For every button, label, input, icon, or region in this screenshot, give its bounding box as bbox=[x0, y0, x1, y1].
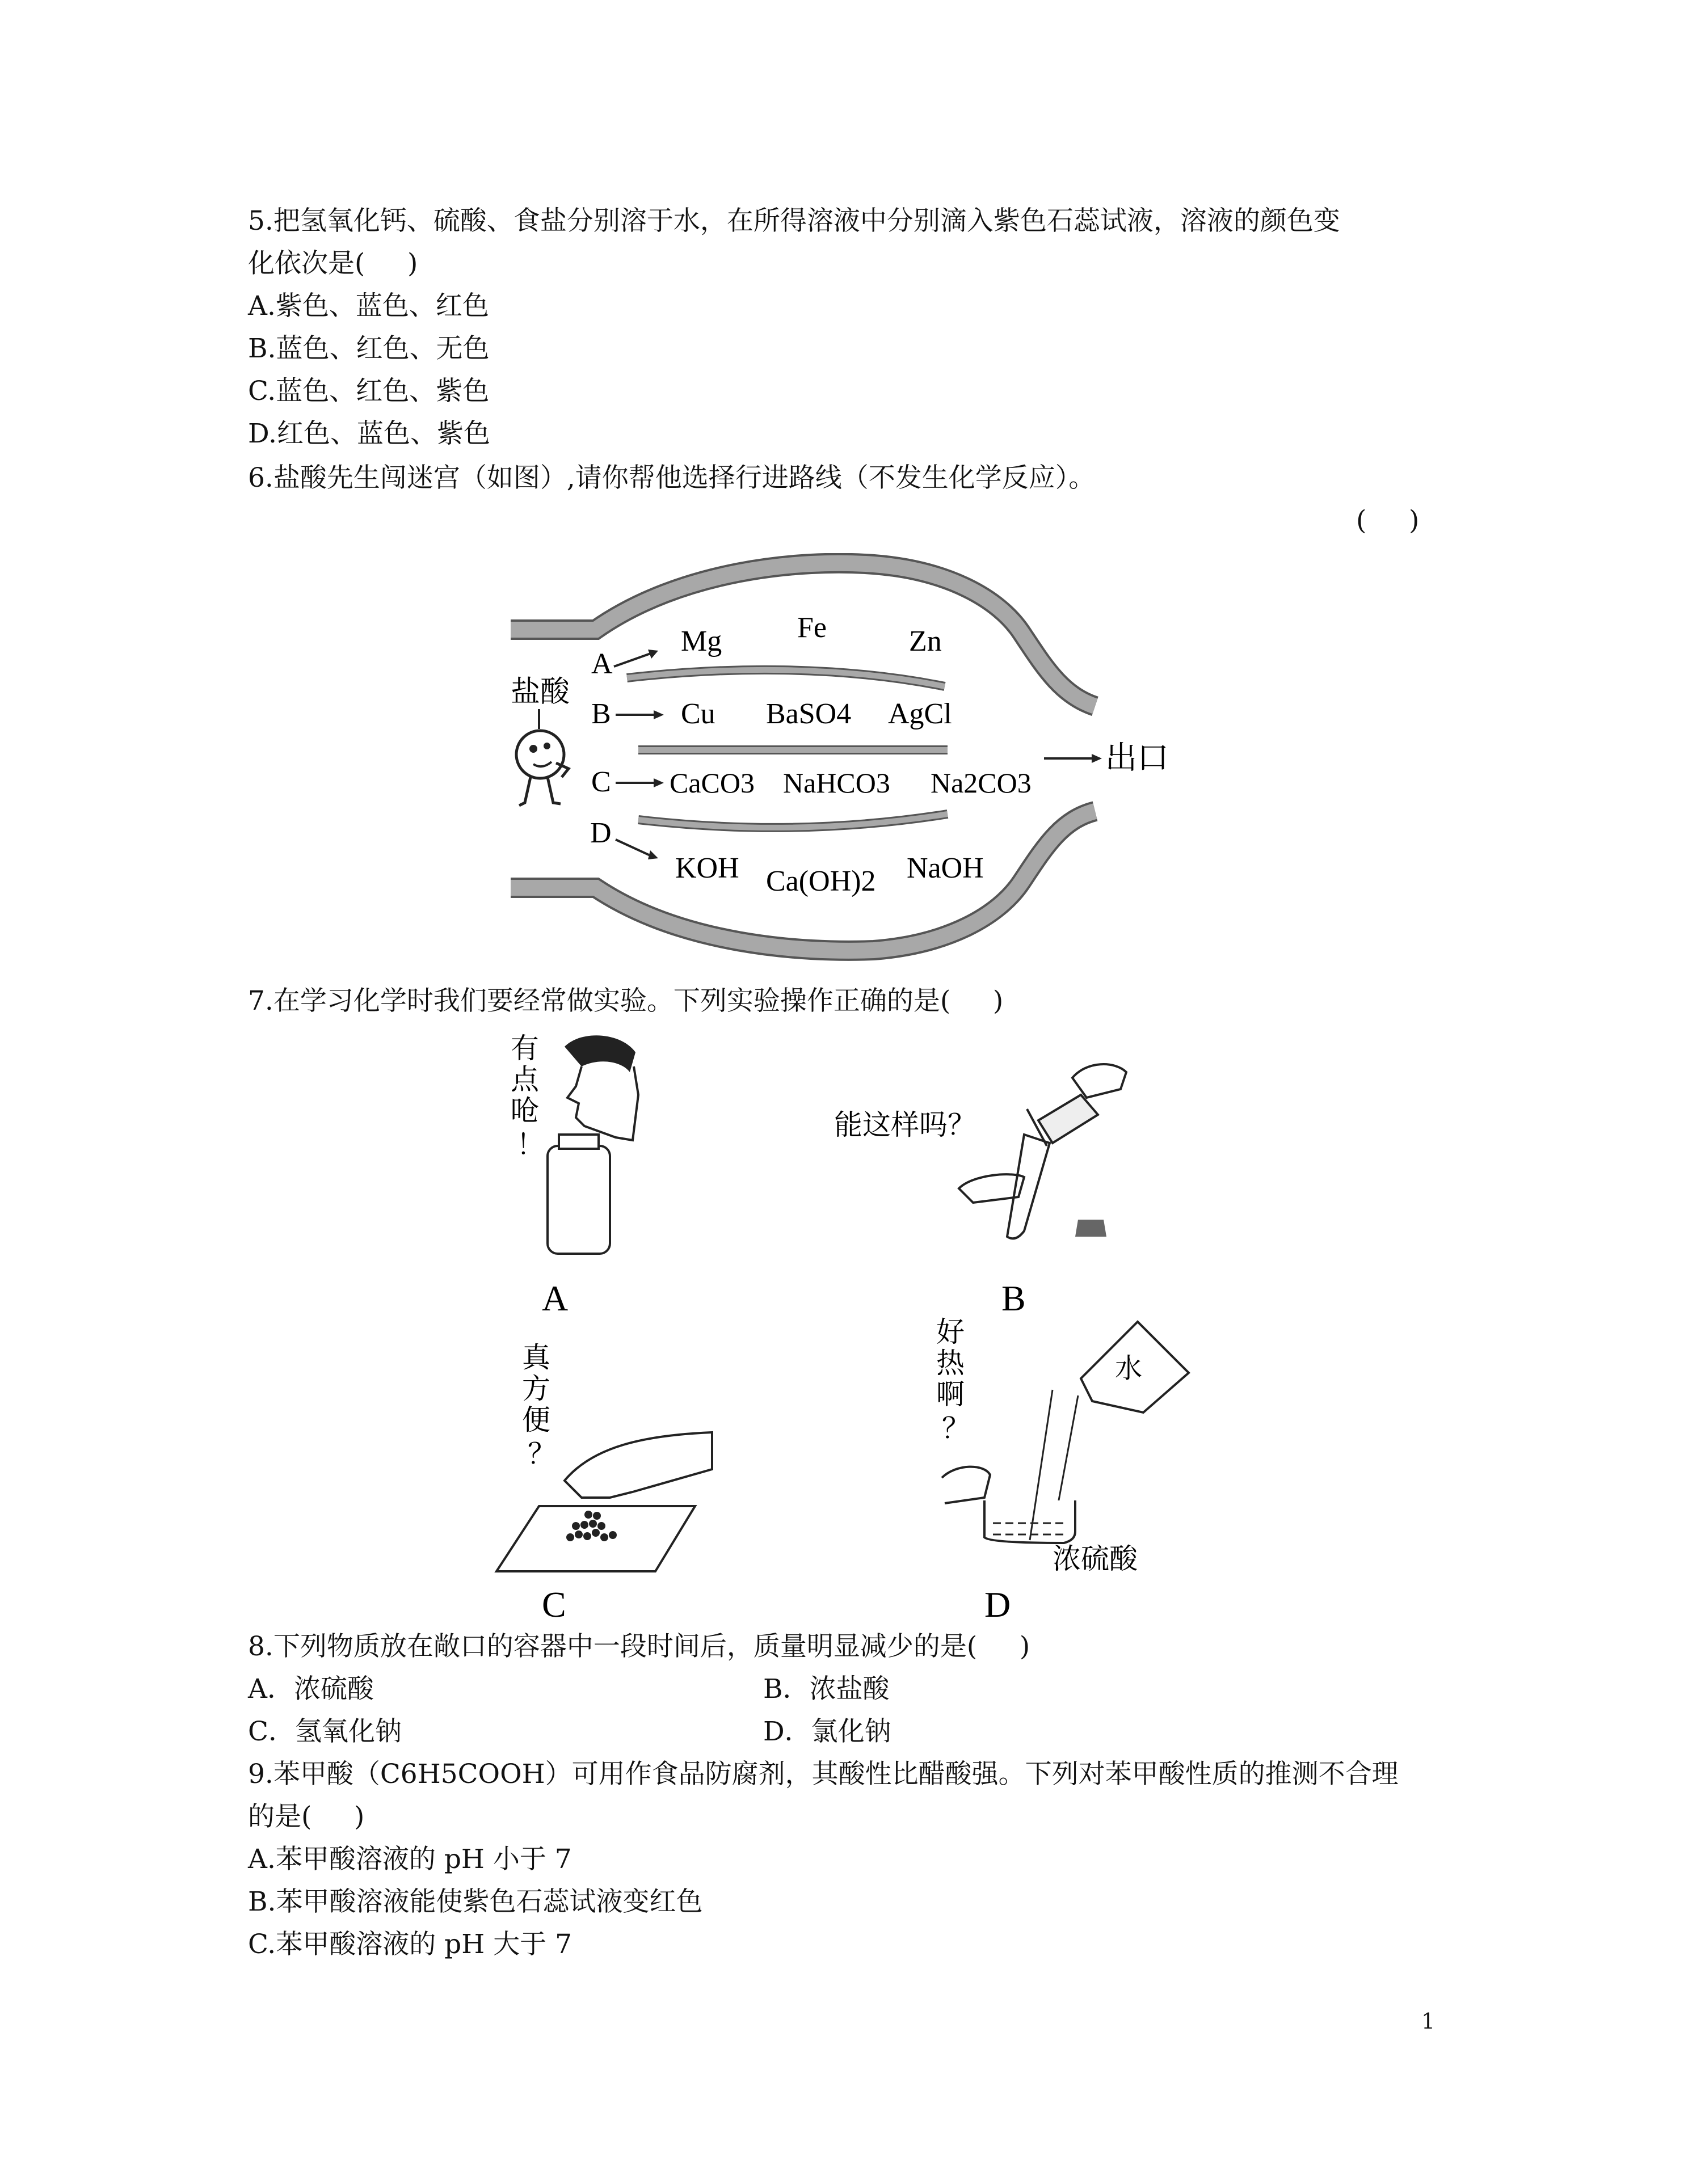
head-hair-icon bbox=[565, 1035, 635, 1072]
panel-c-caption-4: ？ bbox=[528, 1437, 556, 1470]
q9-option-c: C.苯甲酸溶液的 pH 大于 7 bbox=[248, 1929, 573, 1960]
q5-option-d: D.红色、蓝色、紫色 bbox=[248, 418, 490, 449]
route-a-item-2: Fe bbox=[797, 612, 827, 644]
panel-d-letter: D bbox=[984, 1584, 1011, 1622]
head-face-icon bbox=[567, 1066, 638, 1140]
route-c-item-1: CaCO3 bbox=[670, 767, 755, 799]
q8-option-c: C．氢氧化钠 bbox=[248, 1716, 402, 1747]
route-a-item-1: Mg bbox=[681, 625, 722, 657]
panel-a-caption-3: 呛 bbox=[511, 1094, 539, 1127]
route-b-item-1: Cu bbox=[681, 698, 715, 730]
exit-label: 出口 bbox=[1105, 740, 1169, 777]
q9-stem-line2: 的是( ) bbox=[248, 1801, 365, 1832]
route-d-item-1: KOH bbox=[675, 852, 739, 884]
panel-c-caption-3: 便 bbox=[522, 1403, 550, 1436]
route-c-item-2: NaHCO3 bbox=[783, 767, 890, 799]
panel-d-caption-4: ？ bbox=[942, 1412, 970, 1445]
route-letter-c: C bbox=[591, 766, 611, 798]
route-letter-a: A bbox=[591, 648, 613, 680]
q6-answer-paren: ( ) bbox=[1356, 505, 1420, 536]
route-b-item-3: AgCl bbox=[888, 698, 952, 730]
route-letter-d: D bbox=[590, 817, 612, 849]
character-label: 盐酸 bbox=[511, 675, 570, 709]
hydrochloric-acid-character-icon bbox=[516, 709, 569, 806]
lab-operations-figure bbox=[485, 1027, 1206, 1622]
panel-b-letter: B bbox=[1001, 1278, 1026, 1318]
reagent-bottle-icon bbox=[548, 1146, 610, 1254]
panel-a-caption-4: ！ bbox=[516, 1128, 545, 1161]
route-a-item-3: Zn bbox=[909, 625, 942, 657]
hand-icon bbox=[1072, 1064, 1126, 1098]
q5-stem-line1: 5.把氢氧化钙、硫酸、食盐分别溶于水，在所得溶液中分别滴入紫色石蕊试液，溶液的颜色变 bbox=[248, 205, 1340, 237]
route-d-item-2: Ca(OH)2 bbox=[766, 865, 876, 897]
q8-stem: 8.下列物质放在敞口的容器中一段时间后，质量明显减少的是( ) bbox=[248, 1631, 1030, 1662]
panel-d-caption-2: 热 bbox=[936, 1347, 965, 1380]
q9-option-b: B.苯甲酸溶液能使紫色石蕊试液变红色 bbox=[248, 1886, 703, 1917]
page-number: 1 bbox=[1421, 2009, 1436, 2034]
hand-icon bbox=[942, 1467, 990, 1503]
panel-c-caption-2: 方 bbox=[522, 1372, 550, 1405]
panel-a-smelling-illustration bbox=[511, 1032, 638, 1318]
test-tube-icon bbox=[1007, 1135, 1050, 1238]
q7-stem: 7.在学习化学时我们要经常做实验。下列实验操作正确的是( ) bbox=[248, 985, 1004, 1017]
panel-d-caption-3: 啊 bbox=[936, 1378, 965, 1411]
maze-figure bbox=[499, 553, 1197, 964]
route-c-item-3: Na2CO3 bbox=[931, 767, 1032, 799]
q9-option-a: A.苯甲酸溶液的 pH 小于 7 bbox=[248, 1844, 572, 1875]
water-label: 水 bbox=[1115, 1352, 1143, 1384]
q8-option-a: A．浓硫酸 bbox=[248, 1673, 374, 1705]
bottle-stopper-icon bbox=[1075, 1220, 1106, 1237]
panel-c-hand-holding-illustration bbox=[496, 1341, 712, 1622]
q5-option-c: C.蓝色、红色、紫色 bbox=[248, 376, 490, 407]
q9-stem-line1: 9.苯甲酸（C6H5COOH）可用作食品防腐剂，其酸性比醋酸强。下列对苯甲酸性质的推测不合理 bbox=[248, 1759, 1399, 1790]
route-letter-b: B bbox=[591, 698, 611, 730]
q6-stem: 6.盐酸先生闯迷宫（如图）,请你帮他选择行进路线（不发生化学反应）。 bbox=[248, 462, 1096, 494]
panel-a-letter: A bbox=[542, 1278, 569, 1318]
q8-option-d: D．氯化钠 bbox=[763, 1716, 891, 1747]
q5-option-b: B.蓝色、红色、无色 bbox=[248, 333, 490, 364]
panel-a-caption-2: 点 bbox=[511, 1063, 539, 1096]
route-b-item-2: BaSO4 bbox=[766, 698, 852, 730]
panel-c-letter: C bbox=[542, 1584, 566, 1622]
route-d-item-3: NaOH bbox=[907, 852, 984, 884]
panel-d-dilution-illustration bbox=[936, 1316, 1189, 1622]
panel-d-caption-1: 好 bbox=[936, 1316, 965, 1348]
panel-a-caption-1: 有 bbox=[511, 1032, 539, 1065]
q5-stem-line2: 化依次是( ) bbox=[248, 248, 418, 279]
panel-b-caption: 能这样吗？ bbox=[834, 1108, 976, 1141]
concentrated-sulfuric-acid-label: 浓硫酸 bbox=[1053, 1542, 1138, 1575]
hand-icon bbox=[565, 1432, 712, 1498]
q8-option-b: B．浓盐酸 bbox=[763, 1673, 890, 1705]
panel-b-pouring-illustration bbox=[834, 1064, 1126, 1318]
q5-option-a: A.紫色、蓝色、红色 bbox=[248, 290, 489, 322]
panel-c-caption-1: 真 bbox=[522, 1341, 550, 1374]
reagent-bottle-tilted-icon bbox=[1038, 1095, 1098, 1143]
